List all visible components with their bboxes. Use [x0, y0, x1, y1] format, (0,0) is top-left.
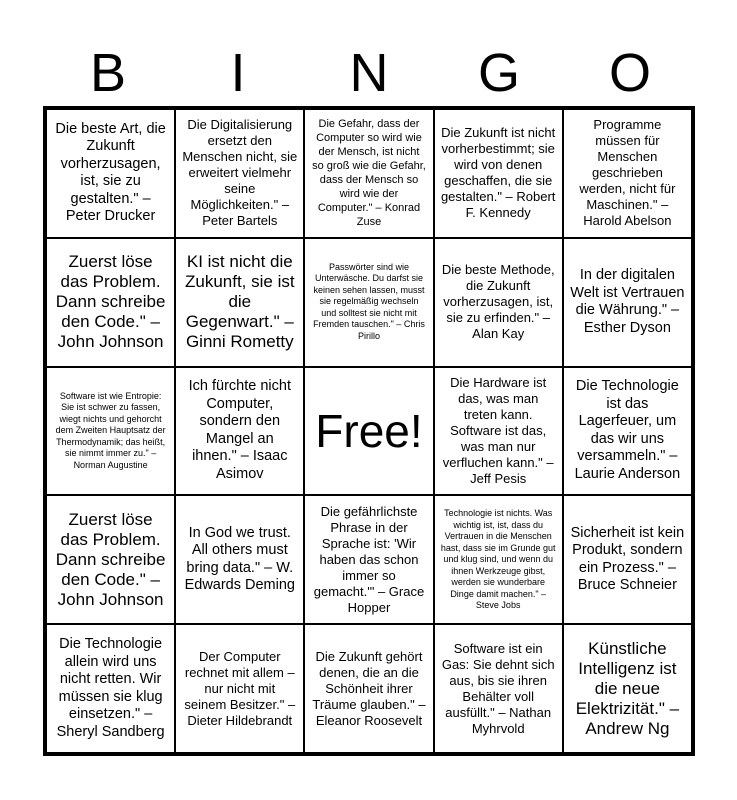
bingo-cell[interactable]	[46, 109, 175, 238]
cell-text: Die Zukunft gehört denen, die an die Schönheit ihrer Träume glauben." – Eleanor Roosevelt	[312, 648, 426, 728]
free-cell[interactable]	[304, 367, 433, 496]
bingo-cell[interactable]	[434, 367, 563, 496]
bingo-cell[interactable]	[46, 238, 175, 367]
bingo-cell[interactable]	[434, 624, 563, 753]
bingo-cell[interactable]	[46, 624, 175, 753]
bingo-cell[interactable]	[563, 367, 692, 496]
cell-text: Software ist ein Gas: Sie dehnt sich aus, bis sie ihren Behälter voll ausfüllt." – Nathan Myhrvold	[441, 640, 555, 736]
bingo-cell[interactable]	[563, 624, 692, 753]
free-cell-text: Free!	[315, 404, 423, 457]
bingo-cell[interactable]	[563, 495, 692, 624]
bingo-cell[interactable]	[434, 238, 563, 367]
cell-text: Technologie ist nichts. Was wichtig ist, ist, dass du Vertrauen in die Menschen hast, dass sie im Grunde gut und klug sind, und wenn du ihnen Werkzeuge gibst, werden sie wunderbare Dinge damit machen." – Steve Jobs	[440, 508, 556, 611]
cell-text: Zuerst löse das Problem. Dann schreibe den Code." – John Johnson	[55, 509, 166, 609]
cell-text: Die Technologie allein wird uns nicht retten. Wir müssen sie klug einsetzen." – Sheryl Sandberg	[56, 636, 165, 740]
cell-text: Zuerst löse das Problem. Dann schreibe den Code." – John Johnson	[55, 252, 166, 352]
cell-text: Software ist wie Entropie: Sie ist schwer zu fassen, wiegt nichts und gehorcht dem Zweiten Hauptsatz der Thermodynamik; das heißt, sie nimmt immer zu." – Norman Augustine	[55, 390, 166, 470]
header-letter-g: G	[477, 43, 520, 103]
bingo-cell[interactable]	[175, 238, 304, 367]
bingo-header	[43, 42, 695, 104]
bingo-cell[interactable]	[46, 367, 175, 496]
bingo-cell[interactable]	[304, 495, 433, 624]
bingo-cell[interactable]	[175, 495, 304, 624]
bingo-cell[interactable]	[304, 109, 433, 238]
header-letter-o: O	[608, 43, 651, 103]
cell-text: Die beste Methode, die Zukunft vorherzusagen, ist, sie zu erfinden." – Alan Kay	[441, 262, 555, 342]
cell-text: Die Zukunft ist nicht vorherbestimmt; sie wird von denen geschaffen, die sie gestalten." – Robert F. Kennedy	[440, 125, 556, 221]
header-letter-b: B	[89, 43, 127, 103]
bingo-cell[interactable]	[46, 495, 175, 624]
bingo-cell[interactable]	[434, 495, 563, 624]
cell-text: Der Computer rechnet mit allem – nur nicht mit seinem Besitzer." – Dieter Hildebrandt	[184, 648, 296, 728]
cell-text: Die Technologie ist das Lagerfeuer, um das wir uns versammeln." – Laurie Anderson	[574, 378, 681, 482]
cell-text: Die beste Art, die Zukunft vorherzusagen, ist, sie zu gestalten." – Peter Drucker	[55, 120, 166, 225]
header-letter-i: I	[230, 43, 246, 103]
cell-text: In der digitalen Welt ist Vertrauen die Währung." – Esther Dyson	[570, 267, 685, 336]
cell-text: Die gefährlichste Phrase in der Sprache ist: 'Wir haben das schon immer so gemacht.'" – Grace Hopper	[313, 503, 425, 615]
cell-text: In God we trust. All others must bring data." – W. Edwards Deming	[184, 524, 295, 594]
bingo-cell[interactable]	[175, 624, 304, 753]
cell-text: Programme müssen für Menschen geschrieben werden, nicht für Maschinen." – Harold Abelson	[579, 117, 676, 229]
bingo-cell[interactable]	[304, 624, 433, 753]
cell-text: Die Gefahr, dass der Computer so wird wie der Mensch, ist nicht so groß wie die Gefahr, dass der Mensch so wird wie der Computer." – Konrad Zuse	[312, 118, 426, 229]
bingo-cell[interactable]	[175, 367, 304, 496]
bingo-cell[interactable]	[563, 238, 692, 367]
cell-text: Sicherheit ist kein Produkt, sondern ein Prozess." – Bruce Schneier	[570, 524, 685, 594]
bingo-cell[interactable]	[434, 109, 563, 238]
bingo-grid	[43, 106, 695, 756]
cell-text: Künstliche Intelligenz ist die neue Elektrizität." – Andrew Ng	[575, 638, 680, 738]
cell-text: Passwörter sind wie Unterwäsche. Du darfst sie keinen sehen lassen, musst sie regelmäßig wechseln und solltest sie nicht mit Fremden tauschen." – Chris Pirillo	[313, 261, 425, 341]
bingo-cell[interactable]	[304, 238, 433, 367]
cell-text: Ich fürchte nicht Computer, sondern den Mangel an ihnen." – Isaac Asimov	[188, 378, 291, 482]
bingo-cell[interactable]	[563, 109, 692, 238]
cell-text: Die Hardware ist das, was man treten kann. Software ist das, was man nur verfluchen kann." – Jeff Pesis	[442, 374, 554, 486]
cell-text: KI ist nicht die Zukunft, sie ist die Gegenwart." – Ginni Rometty	[184, 252, 295, 352]
cell-text: Die Digitalisierung ersetzt den Menschen nicht, sie erweitert vielmehr seine Möglichkeiten." – Peter Bartels	[182, 117, 298, 229]
bingo-cell[interactable]	[175, 109, 304, 238]
header-letter-n: N	[349, 43, 389, 103]
